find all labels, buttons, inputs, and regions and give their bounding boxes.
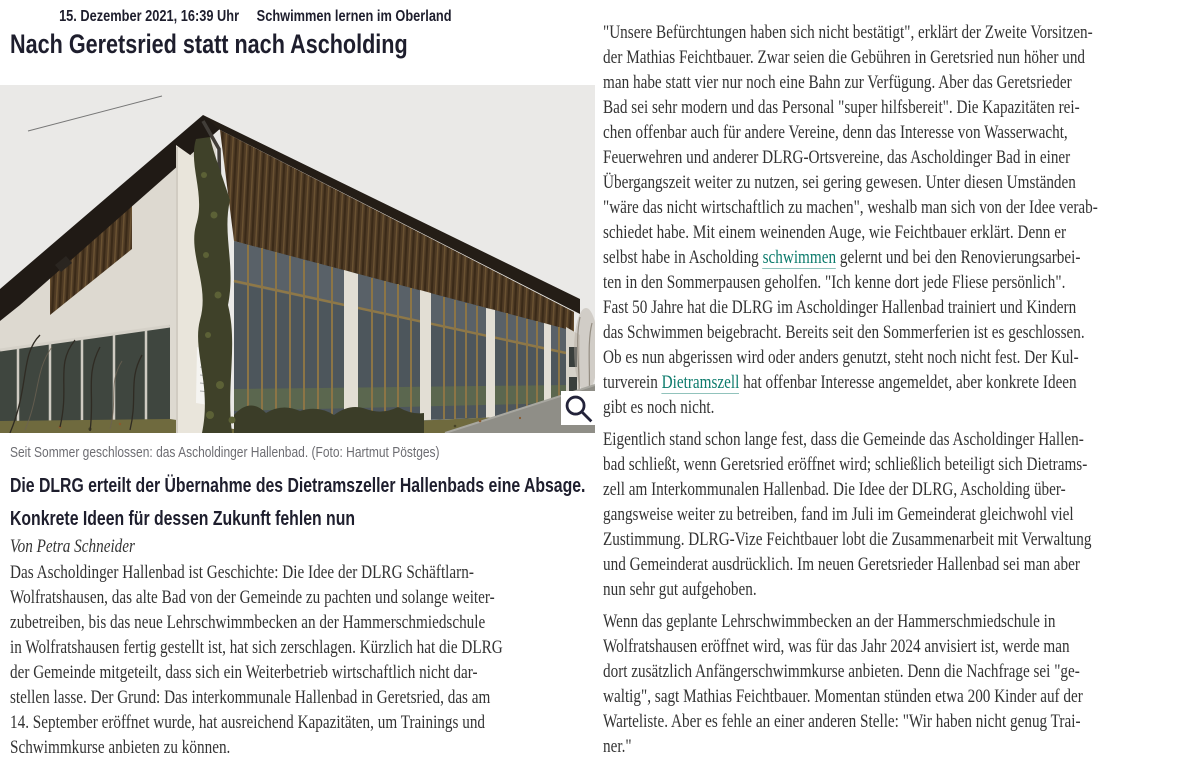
caption-text: Seit Sommer geschlossen: das Ascholdinger Hallenbad. <box>10 444 309 461</box>
article-line <box>603 502 1197 527</box>
article-line <box>603 684 1197 709</box>
paragraph <box>603 427 1197 602</box>
text-segment: Ob es nun abgerissen wird oder anders genutzt, steht noch nicht fest. Der Kul- <box>603 347 1079 368</box>
article-line <box>10 685 604 710</box>
article-line <box>603 659 1197 684</box>
article-line <box>603 577 1197 602</box>
article-line <box>603 477 1197 502</box>
article-line <box>603 345 1197 370</box>
article-line <box>603 20 1197 45</box>
text-segment: Übergangszeit weiter zu nutzen, sei gering gewesen. Unter diesen Umständen <box>603 172 1076 193</box>
text-segment: zell am Interkommunalen Hallenbad. Die Idee der DLRG, Ascholding über- <box>603 479 1066 500</box>
article-line <box>10 660 604 685</box>
text-segment: ner." <box>603 736 632 757</box>
text-segment: zubetreiben, bis das neue Lehrschwimmbecken an der Hammerschmiedschule <box>10 612 486 633</box>
article-line <box>603 370 1197 395</box>
text-segment: gelernt und bei den Renovierungsarbei- <box>836 247 1081 268</box>
magnifier-icon <box>561 391 595 425</box>
article-line <box>603 527 1197 552</box>
text-segment: das Schwimmen beigebracht. Bereits seit den Sommerferien ist es geschlossen. <box>603 322 1085 343</box>
article-line <box>603 245 1197 270</box>
text-segment: Wolfratshausen, das alte Bad von der Gemeinde zu pachten und solange weiter- <box>10 587 495 608</box>
text-segment: Fast 50 Jahre hat die DLRG im Ascholdinger Hallenbad trainiert und Kindern <box>603 297 1077 318</box>
text-segment: Wolfratshausen eröffnet wird, was für das Jahr 2024 anvisiert ist, werde man <box>603 636 1070 657</box>
kicker-row <box>59 8 452 26</box>
text-segment: der Gemeinde mitgeteilt, dass sich ein Weiterbetrieb wirtschaftlich nicht dar- <box>10 662 478 683</box>
article-line <box>603 320 1197 345</box>
text-segment: bad schließt, wenn Geretsried eröffnet wird; schließlich beteiligt sich Dietrams- <box>603 454 1088 475</box>
page-title: Nach Geretsried statt nach Ascholding <box>10 29 408 59</box>
article-line <box>603 427 1197 452</box>
text-segment: Das Ascholdinger Hallenbad ist Geschichte: Die Idee der DLRG Schäftlarn- <box>10 562 474 583</box>
text-segment: Wenn das geplante Lehrschwimmbecken an der Hammerschmiedschule in <box>603 611 1056 632</box>
text-segment: und Gemeinderat ausdrücklich. Im neuen Geretsrieder Hallenbad sei man aber <box>603 554 1080 575</box>
standfirst <box>10 470 585 536</box>
kicker-topic[interactable]: Schwimmen lernen im Oberland <box>256 8 452 25</box>
article-date: 15. Dezember 2021, 16:39 Uhr <box>59 8 240 25</box>
text-segment: gangsweise weiter zu betreiben, fand im Juli im Gemeinderat gleichwohl viel <box>603 504 1074 525</box>
article-column-right <box>603 20 1197 759</box>
byline: Von Petra Schneider <box>10 536 135 557</box>
text-segment: gibt es noch nicht. <box>603 397 715 418</box>
text-segment: "Unsere Befürchtungen haben sich nicht bestätigt", erklärt der Zweite Vorsitzen- <box>603 22 1093 43</box>
photo-credit: (Foto: Hartmut Pöstges) <box>308 444 440 461</box>
standfirst-line-1: Die DLRG erteilt der Übernahme des Dietramszeller Hallenbads eine Absage. <box>10 475 586 497</box>
inline-link[interactable]: schwimmen <box>762 247 837 268</box>
paragraph <box>603 20 1197 420</box>
standfirst-line-2: Konkrete Ideen für dessen Zukunft fehlen nun <box>10 508 356 530</box>
text-segment: in Wolfratshausen fertig gestellt ist, hat sich zerschlagen. Kürzlich hat die DLRG <box>10 637 503 658</box>
article-column-left <box>10 560 604 760</box>
hallenbad-photo-illustration <box>0 85 595 433</box>
text-segment: Schwimmkurse anbieten zu können. <box>10 737 231 758</box>
article-line <box>603 45 1197 70</box>
text-segment: der Mathias Feichtbauer. Zwar seien die Gebühren in Geretsried nun höher und <box>603 47 1086 68</box>
article-line <box>603 170 1197 195</box>
text-segment: schiedet habe. Mit einem weinenden Auge, wie Feichtbauer erklärt. Denn er <box>603 222 1067 243</box>
article-line <box>603 295 1197 320</box>
text-segment: "wäre das nicht wirtschaftlich zu machen", weshalb man sich von der Idee verab- <box>603 197 1098 218</box>
article-line <box>603 552 1197 577</box>
text-segment: turverein <box>603 372 662 393</box>
photo-caption <box>10 444 440 461</box>
article-line <box>10 610 604 635</box>
text-segment: man habe statt vier nur noch eine Bahn zur Verfügung. Aber das Geretsrieder <box>603 72 1072 93</box>
paragraph <box>603 609 1197 759</box>
text-segment: Zustimmung. DLRG-Vize Feichtbauer lobt die Zusammenarbeit mit Verwaltung <box>603 529 1092 550</box>
article-line <box>603 120 1197 145</box>
text-segment: dort zusätzlich Anfängerschwimmkurse anbieten. Denn die Nachfrage sei "ge- <box>603 661 1080 682</box>
article-line <box>603 634 1197 659</box>
article-line <box>10 710 604 735</box>
article-line <box>603 145 1197 170</box>
paragraph <box>10 560 604 760</box>
text-segment: waltig", sagt Mathias Feichtbauer. Momentan stünden etwa 200 Kinder auf der <box>603 686 1083 707</box>
text-segment: Feuerwehren und anderer DLRG-Ortsvereine, das Ascholdinger Bad in einer <box>603 147 1071 168</box>
text-segment: selbst habe in Ascholding <box>603 247 763 268</box>
article-line <box>10 560 604 585</box>
article-line <box>10 635 604 660</box>
article-line <box>603 609 1197 634</box>
text-segment: chen offenbar auch für andere Vereine, denn das Interesse von Wasserwacht, <box>603 122 1068 143</box>
article-line <box>603 734 1197 759</box>
article-line <box>603 195 1197 220</box>
text-segment: stellen lasse. Der Grund: Das interkommunale Hallenbad in Geretsried, das am <box>10 687 491 708</box>
text-segment: Warteliste. Aber es fehle an einer anderen Stelle: "Wir haben nicht genug Trai- <box>603 711 1081 732</box>
article-line <box>603 452 1197 477</box>
article-line <box>603 70 1197 95</box>
article-line <box>10 735 604 760</box>
text-segment: Bad sei sehr modern und das Personal "super hilfsbereit". Die Kapazitäten rei- <box>603 97 1080 118</box>
article-line <box>603 395 1197 420</box>
text-segment: nun sehr gut aufgehoben. <box>603 579 757 600</box>
text-segment: ten in den Sommerpausen geholfen. "Ich kenne dort jede Fliese persönlich". <box>603 272 1066 293</box>
article-photo[interactable] <box>0 85 595 433</box>
text-segment: Eigentlich stand schon lange fest, dass die Gemeinde das Ascholdinger Hallen- <box>603 429 1084 450</box>
article-line <box>603 270 1197 295</box>
text-segment: 14. September eröffnet wurde, hat ausreichend Kapazitäten, um Trainings und <box>10 712 486 733</box>
article-line <box>603 220 1197 245</box>
text-segment: hat offenbar Interesse angemeldet, aber konkrete Ideen <box>739 372 1077 393</box>
article-line <box>603 95 1197 120</box>
article-line <box>603 709 1197 734</box>
article-line <box>10 585 604 610</box>
photo-zoom-button[interactable] <box>561 391 595 425</box>
inline-link[interactable]: Dietramszell <box>661 372 740 393</box>
